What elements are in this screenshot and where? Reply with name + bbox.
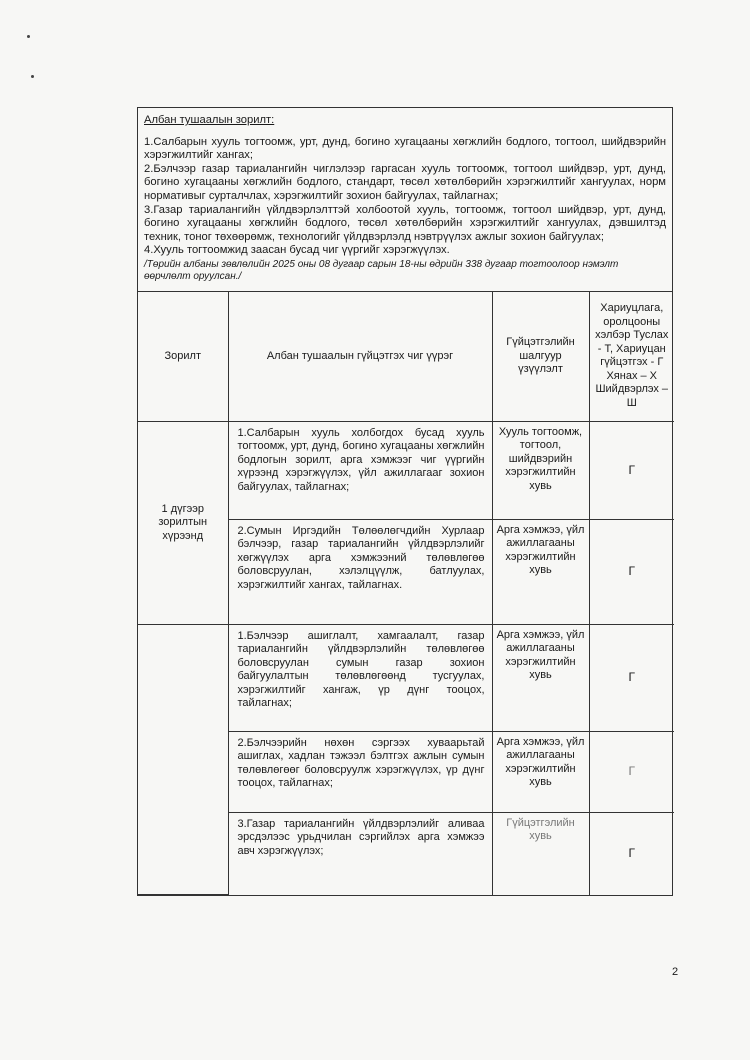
amendment-note: /Төрийн албаны зөвлөлийн 2025 оны 08 дугаар сарын 18-ны өдрийн 338 дугаар тогтоолоор нэмэлт өөрчлөлт оруулсан./ <box>144 258 619 283</box>
responsibility-cell: Г <box>589 731 674 812</box>
duty-cell: 2.Бэлчээрийн нөхөн сэргээх хуваарьтай ашиглах, хадлан тэжээл бэлтгэх ажлын сумын төлөвлөгөөг боловсруулж хэрэгжүүлэх, үр дүнг тооцох, тайлагнах; <box>228 731 492 812</box>
criterion-cell: Арга хэмжээ, үйл ажиллагааны хэрэгжилтийн хувь <box>492 731 589 812</box>
objectives-title: Албан тушаалын зорилт: <box>144 114 275 126</box>
objective-item: 3.Газар тариалангийн үйлдвэрлэлттэй холбоотой хууль, тогтоомж, тогтоол шийдвэр, урт, дунд, богино хугацааны хөгжлийн бодлого, төсөл хөтөлбөрийн хэрэгжилтийг хангуулах, дэвшилтэд техник, тоног төхөөрөмж, технологийг үйлдвэрлэлд нэвтрүүлэх ажлыг зохион байгуулах; <box>144 203 666 243</box>
scan-dot <box>27 35 30 38</box>
page-number: 2 <box>672 966 679 978</box>
criterion-cell: Арга хэмжээ, үйл ажиллагааны хэрэгжилтийн хувь <box>492 519 589 624</box>
table-row <box>138 421 674 519</box>
column-header: Албан тушаалын гүйцэтгэх чиг үүрэг <box>228 292 492 422</box>
column-header: Хариуцлага, оролцооны хэлбэр Туслах - Т, Хариуцан гүйцэтгэх - Г Хянах – Х Шийдвэрлэх – Ш <box>589 292 674 422</box>
table-header-row <box>138 292 674 422</box>
responsibility-cell: Г <box>589 519 674 624</box>
objective-item: 4.Хууль тогтоомжид заасан бусад чиг үүргийг хэрэгжүүлэх. <box>144 244 450 257</box>
criterion-cell: Хууль тогтоомж, тогтоол, шийдвэрийн хэрэгжилтийн хувь <box>492 421 589 519</box>
duty-cell: 1.Салбарын хууль холбогдох бусад хууль тогтоомж, урт, дунд, богино хугацааны хөгжлийн бодлогын зорилт, арга хэмжээг чиг үүргийн хүрээнд хэрэгжүүлэх, үйл ажиллагааг зохион байгуулах, тайлагнах; <box>228 421 492 519</box>
column-header: Зорилт <box>138 292 228 422</box>
document-frame <box>137 107 673 896</box>
duty-cell: 3.Газар тариалангийн үйлдвэрлэлийг аливаа эрсдэлээс урьдчилан сэргийлэх арга хэмжээ авч хэрэгжүүлэх; <box>228 812 492 895</box>
responsibility-cell: Г <box>589 624 674 731</box>
responsibility-cell: Г <box>589 812 674 895</box>
column-header: Гүйцэтгэлийн шалгуур үзүүлэлт <box>492 292 589 422</box>
table-row <box>138 624 674 731</box>
criterion-cell: Гүйцэтгэлийн хувь <box>492 812 589 895</box>
scan-dot <box>31 75 34 78</box>
objective-item: 2.Бэлчээр газар тариалангийн чиглэлээр гаргасан хууль тогтоомж, тогтоол шийдвэр, урт, дунд, богино хугацааны хөгжлийн бодлого, стандарт, төсөл хөтөлбөрийн хэрэгжилтийг хангуулах, норм нормативыг сурталчлах, хэрэгжилтийг зохион байгуулах, тайлагнах; <box>144 162 666 202</box>
duty-cell: 2.Сумын Иргэдийн Төлөөлөгчдийн Хурлаар бэлчээр, газар тариалангийн үйлдвэрлэлийг хөгжүүлэх арга хэмжээний төлөвлөгөө боловсруулан, хэлэлцүүлж, батлуулах, хэрэгжилтийг хангах, тайлагнах. <box>228 519 492 624</box>
duty-cell: 1.Бэлчээр ашиглалт, хамгаалалт, газар тариалангийн үйлдвэрлэлийн төлөвлөгөө боловсруулан сумын газар зохион байгуулалтын төлөвлөгөөнд тусгуулах, хэрэгжилтийг хангаж, үр дүнг тооцох, тайлагнах; <box>228 624 492 731</box>
goal-cell: 1 дүгээр зорилтын хүрээнд <box>138 421 228 624</box>
responsibility-cell: Г <box>589 421 674 519</box>
objectives-section <box>138 108 672 292</box>
objective-item: 1.Салбарын хууль тогтоомж, урт, дунд, богино хугацааны хөгжлийн бодлого, тогтоол, шийдвэрийн хэрэгжилтийг хангах; <box>144 135 666 162</box>
criterion-cell: Арга хэмжээ, үйл ажиллагааны хэрэгжилтийн хувь <box>492 624 589 731</box>
duties-table <box>138 292 674 896</box>
goal-cell <box>138 624 228 895</box>
